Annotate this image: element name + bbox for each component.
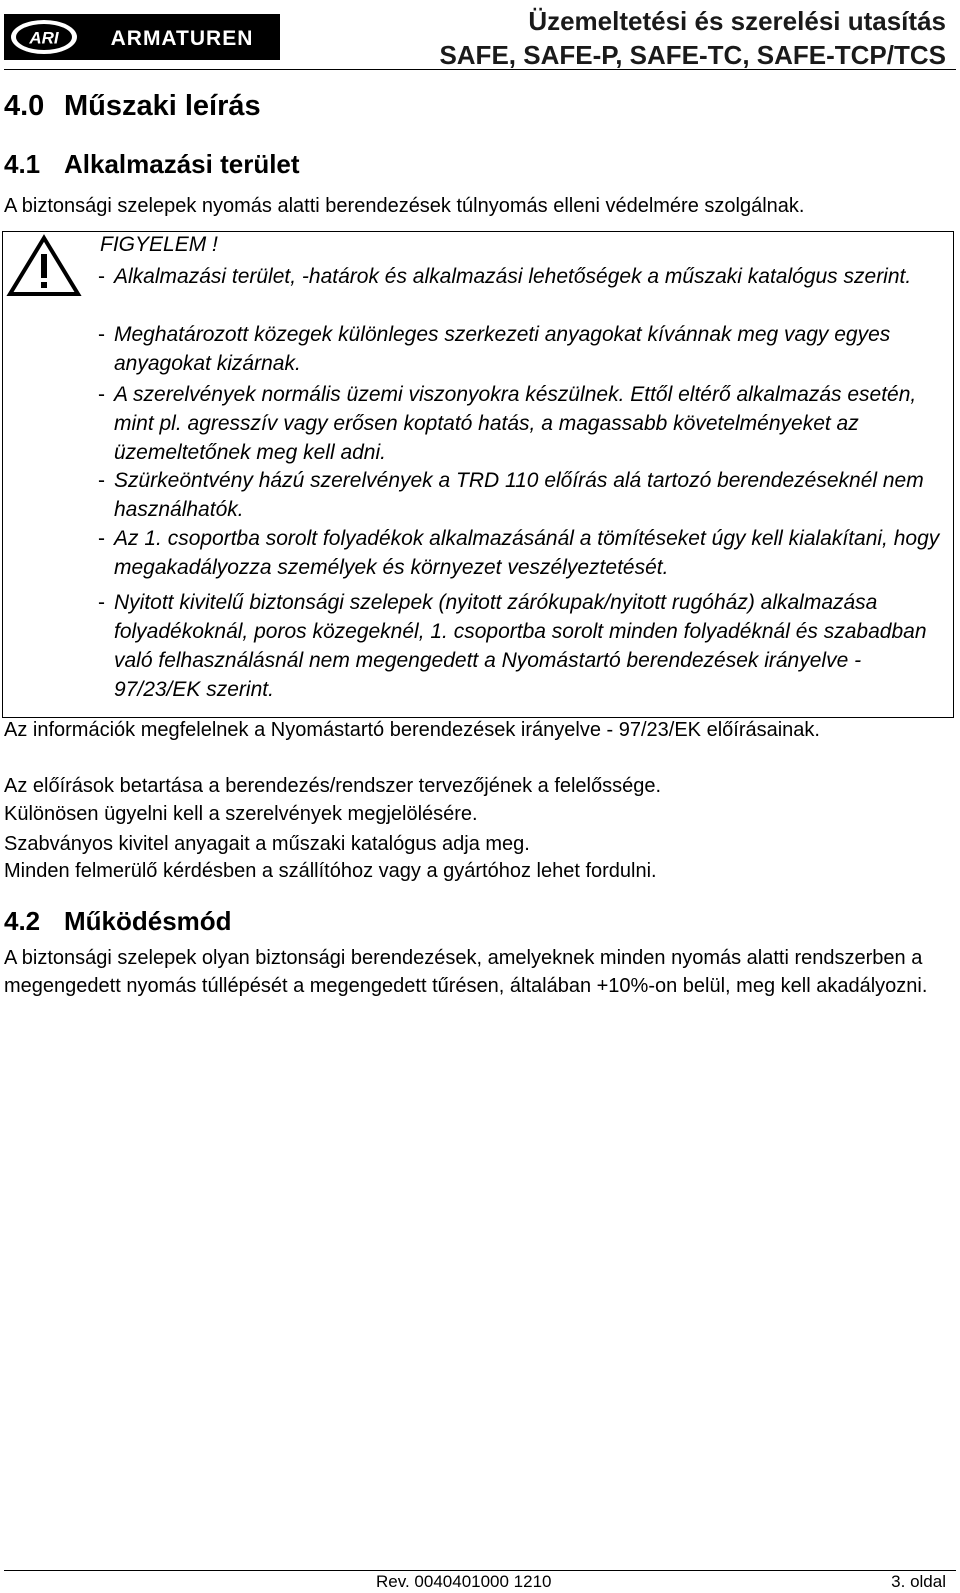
section-title: Műszaki leírás: [64, 90, 261, 122]
list-dash: -: [98, 469, 105, 492]
info-paragraph: Az információk megfelelnek a Nyomástartó berendezések irányelve - 97/23/EK előírásainak.: [4, 719, 820, 741]
warning-triangle-icon: [6, 232, 82, 298]
list-dash: -: [98, 383, 105, 406]
info-paragraph: Minden felmerülő kérdésben a szállítóhoz vagy a gyártóhoz lehet fordulni.: [4, 860, 657, 882]
list-dash: -: [98, 323, 105, 346]
info-paragraph: Az előírások betartása a berendezés/rendszer tervezőjének a felelőssége.: [4, 775, 662, 797]
warning-item: [98, 524, 944, 582]
document-title-line1: Üzemeltetési és szerelési utasítás: [528, 6, 946, 36]
ari-armaturen-logo: [4, 14, 280, 60]
document-title: [386, 4, 946, 72]
warning-item-text: Nyitott kivitelű biztonsági szelepek (nyitott zárókupak/nyitott rugóház) alkalmazása folyadékoknál, poros közegeknél, 1. csoportba sorolt minden folyadéknál és szabadban való felhasználásnál nem megengedett a Nyomástartó berendezések irányelve - 97/23/EK szerint.: [114, 591, 927, 701]
header-divider: [4, 69, 956, 70]
warning-heading: FIGYELEM !: [100, 233, 218, 256]
subsection-heading-4-2: [4, 905, 232, 937]
document-title-line2: SAFE, SAFE-P, SAFE-TC, SAFE-TCP/TCS: [439, 40, 946, 70]
warning-item: [98, 380, 944, 467]
revision-number: Rev. 0040401000 1210: [376, 1572, 552, 1591]
intro-paragraph: A biztonsági szelepek nyomás alatti berendezések túlnyomás elleni védelmére szolgálnak.: [4, 195, 805, 217]
page-number: 3. oldal: [891, 1572, 946, 1591]
warning-item-text: Szürkeöntvény házú szerelvények a TRD 110 előírás alá tartozó berendezéseknél nem használhatók.: [114, 469, 924, 521]
list-dash: -: [98, 527, 105, 550]
subsection-number: 4.1: [4, 149, 41, 179]
subsection-title: Alkalmazási terület: [64, 149, 300, 179]
subsection-number: 4.2: [4, 906, 41, 936]
section-number: 4.0: [4, 90, 45, 122]
warning-item-text: Az 1. csoportba sorolt folyadékok alkalmazásánál a tömítéseket úgy kell kialakítani, hogy megakadályozza személyek és környezet veszélyeztetését.: [114, 527, 940, 579]
info-paragraph: Szabványos kivitel anyagait a műszaki katalógus adja meg.: [4, 833, 530, 855]
list-dash: -: [98, 591, 105, 614]
function-paragraph: A biztonsági szelepek olyan biztonsági berendezések, amelyeknek minden nyomás alatti rendszerben a megengedett nyomás túllépését a megengedett tűrésen, általában +10%-on belül, meg kell akadályozni.: [4, 947, 928, 997]
logo-word: ARMATUREN: [110, 27, 254, 50]
subsection-heading-4-1: [4, 148, 300, 180]
warning-item-text: Meghatározott közegek különleges szerkezeti anyagokat kívánnak meg vagy egyes anyagokat kizárnak.: [114, 323, 891, 375]
warning-item: [98, 262, 944, 291]
section-heading: [4, 88, 261, 124]
warning-item-text: A szerelvények normális üzemi viszonyokra készülnek. Ettől eltérő alkalmazás esetén, mint pl. agresszív vagy erősen koptató hatás, a magassabb követelményeket az üzemeltetőnek meg kell adni.: [114, 383, 917, 464]
subsection-title: Működésmód: [64, 906, 232, 936]
warning-item-text: Alkalmazási terület, -határok és alkalmazási lehetőségek a műszaki katalógus szerint.: [114, 265, 912, 288]
warning-item: [98, 320, 944, 378]
warning-item: [98, 588, 944, 704]
info-paragraph: Különösen ügyelni kell a szerelvények megjelölésére.: [4, 803, 478, 825]
list-dash: -: [98, 265, 105, 288]
logo-mark: ARI: [29, 28, 59, 48]
warning-item: [98, 466, 944, 524]
